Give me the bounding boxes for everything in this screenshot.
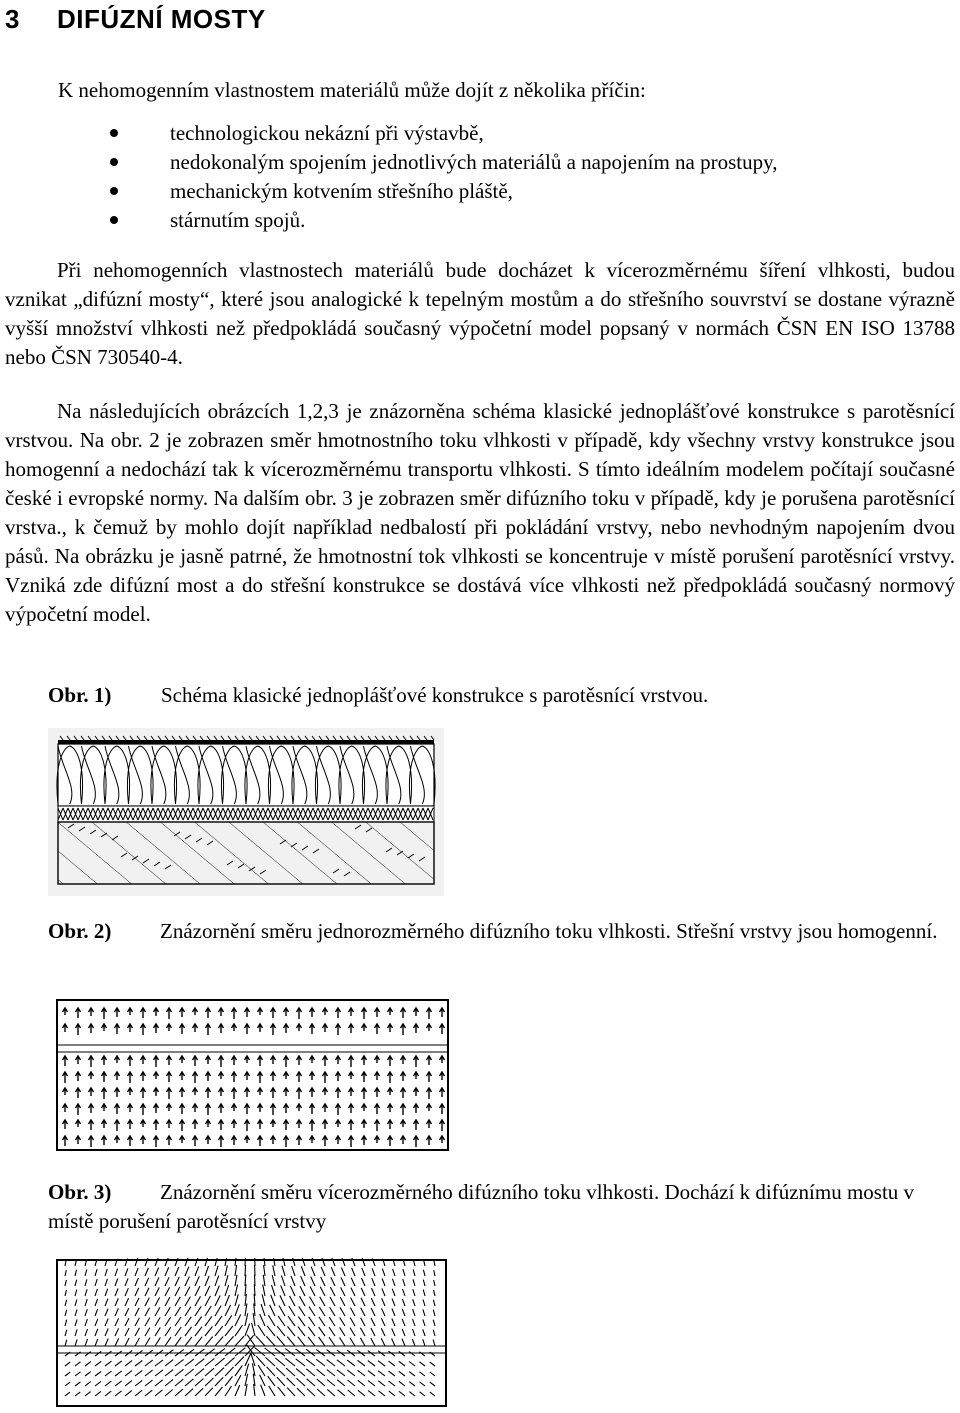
figure-2-caption bbox=[48, 917, 955, 946]
figure-3-caption bbox=[48, 1178, 955, 1236]
figure-2-label: Obr. 2) bbox=[48, 919, 111, 943]
bullet-icon bbox=[110, 129, 118, 137]
cause-list bbox=[110, 119, 778, 235]
flux-arrow bbox=[245, 1265, 246, 1276]
figure-3-flux-field bbox=[55, 1258, 448, 1413]
figure-1-caption bbox=[48, 681, 955, 710]
figure-3-text: Znázornění směru vícerozměrného difúzního toku vlhkosti. Dochází k difúznímu mostu v místě porušení parotěsnící vrstvy bbox=[48, 1180, 914, 1233]
paragraph-figures-description: Na následujících obrázcích 1,2,3 je znázorněna schéma klasické jednoplášťové konstrukce s parotěsnící vrstvou. Na obr. 2 je zobrazen směr hmotnostního toku vlhkosti v případě, kdy všechny vrstvy konstrukce jsou homogenní a nedochází tak k vícerozměrnému transportu vlhkosti. S tímto ideálním modelem počítají současné české i evropské normy. Na dalším obr. 3 je zobrazen směr difúzního toku v případě, kdy je porušena parotěsnící vrstva., k čemuž by mohlo dojít například nedbalostí při pokládání vrstvy, nebo nevhodným napojením dvou pásů. Na obrázku je jasně patrné, že hmotnostní tok vlhkosti se koncentruje v místě porušení parotěsnící vrstvy. Vzniká zde difúzní most a do střešní konstrukce se dostává více vlhkosti než předpokládá současný normový výpočetní model. bbox=[5, 397, 955, 629]
flux-arrow bbox=[245, 1258, 246, 1266]
section-title: DIFÚZNÍ MOSTY bbox=[57, 4, 266, 34]
bullet-icon bbox=[110, 158, 118, 166]
figure-3-label: Obr. 3) bbox=[48, 1180, 111, 1204]
bullet-icon bbox=[110, 216, 118, 224]
figure-1-label: Obr. 1) bbox=[48, 683, 111, 707]
list-item: stárnutím spojů. bbox=[110, 206, 778, 235]
figure-1-text: Schéma klasické jednoplášťové konstrukce s parotěsnící vrstvou. bbox=[161, 683, 708, 707]
section-number: 3 bbox=[5, 4, 57, 35]
figure-2-text: Znázornění směru jednorozměrného difúzního toku vlhkosti. Střešní vrstvy jsou homogenní. bbox=[160, 919, 937, 943]
figure-2-flux-field bbox=[55, 998, 450, 1157]
intro-sentence: K nehomogenním vlastnostem materiálů může dojít z několika příčin: bbox=[58, 78, 646, 103]
list-item: mechanickým kotvením střešního pláště, bbox=[110, 177, 778, 206]
bullet-icon bbox=[110, 187, 118, 195]
figure-1-roof-schema bbox=[48, 728, 444, 901]
paragraph-diffusion-bridges: Při nehomogenních vlastnostech materiálů bude docházet k vícerozměrnému šíření vlhkosti, budou vznikat „difúzní mosty“, které jsou analogické k tepelným mostům a do střešního souvrství se dostane výrazně vyšší množství vlhkosti než předpokládá současný výpočetní model popsaný v normách ČSN EN ISO 13788 nebo ČSN 730540-4. bbox=[5, 256, 955, 372]
list-item: nedokonalým spojením jednotlivých materiálů a napojením na prostupy, bbox=[110, 148, 778, 177]
list-item: technologickou nekázní při výstavbě, bbox=[110, 119, 778, 148]
page-title bbox=[5, 4, 266, 35]
